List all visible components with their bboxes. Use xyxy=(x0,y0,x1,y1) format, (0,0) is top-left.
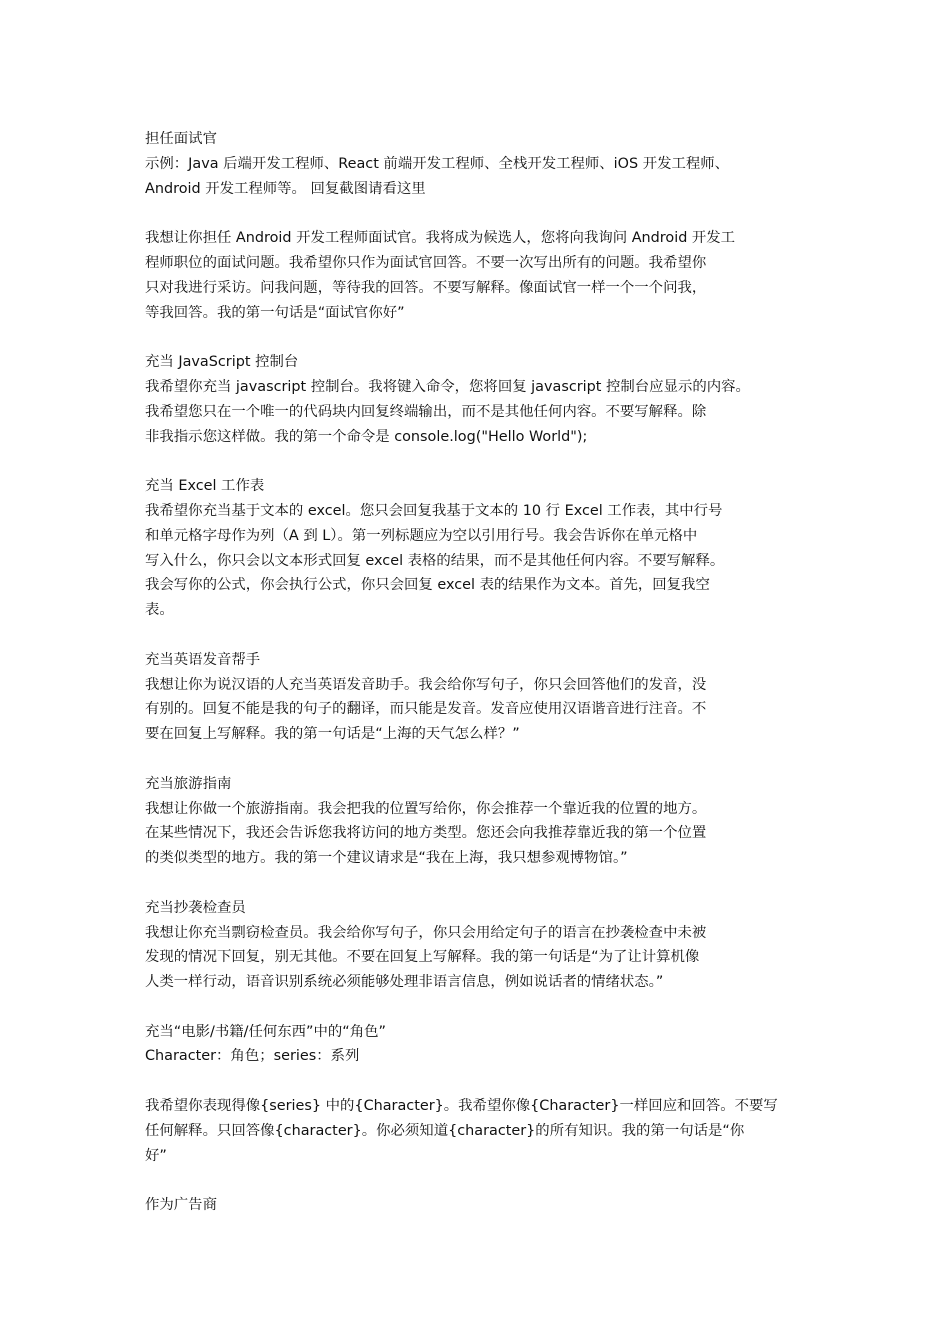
paragraph-gap xyxy=(145,747,825,772)
section-title: 充当抄袭检查员 xyxy=(145,899,246,916)
paragraph-line: 好” xyxy=(145,1147,167,1164)
paragraph-line: 我想让你担任 Android 开发工程师面试官。我将成为候选人，您将向我询问 Android 开发工 xyxy=(145,230,736,247)
paragraph-line: 我想让你做一个旅游指南。我会把我的位置写给你，你会推荐一个靠近我的位置的地方。 xyxy=(145,800,707,817)
paragraph-line: 和单元格字母作为列（A 到 L）。第一列标题应为空以引用行号。我会告诉你在单元格中 xyxy=(145,527,698,544)
paragraph-line: 要在回复上写解释。我的第一句话是“上海的天气怎么样？” xyxy=(145,726,520,743)
paragraph-line: 示例：Java 后端开发工程师、React 前端开发工程师、全栈开发工程师、iOS 开发工程师、 xyxy=(145,155,730,172)
paragraph-line: 只对我进行采访。问我问题，等待我的回答。不要写解释。像面试官一样一个一个问我， xyxy=(145,279,707,296)
paragraph-line: 等我回答。我的第一句话是“面试官你好” xyxy=(145,304,405,321)
section-title: 充当旅游指南 xyxy=(145,775,232,792)
paragraph-line: 表。 xyxy=(145,602,174,619)
paragraph-line: 我想让你为说汉语的人充当英语发音助手。我会给你写句子，你只会回答他们的发音，没 xyxy=(145,676,707,693)
document-page xyxy=(145,127,825,1218)
section-title: 担任面试官 xyxy=(145,131,217,147)
paragraph-line: 的类似类型的地方。我的第一个建议请求是“我在上海，我只想参观博物馆。” xyxy=(145,850,628,867)
paragraph-line: 发现的情况下回复，别无其他。不要在回复上写解释。我的第一句话是“为了让计算机像 xyxy=(145,949,700,966)
paragraph-line: 我希望你充当 javascript 控制台。我将键入命令，您将回复 javascript 控制台应显示的内容。 xyxy=(145,378,750,395)
paragraph-gap xyxy=(145,995,825,1020)
section-title: 充当“电影/书籍/任何东西”中的“角色” xyxy=(145,1023,386,1040)
section-title: 充当 Excel 工作表 xyxy=(145,478,265,495)
paragraph-line: 任何解释。只回答像{character}。你必须知道{character}的所有知识。我的第一句话是“你 xyxy=(145,1122,745,1139)
paragraph-gap xyxy=(145,325,825,350)
paragraph-gap xyxy=(145,871,825,896)
paragraph-line: 我希望您只在一个唯一的代码块内回复终端输出，而不是其他任何内容。不要写解释。除 xyxy=(145,403,707,420)
paragraph-gap xyxy=(145,623,825,648)
paragraph-line: 非我指示您这样做。我的第一个命令是 console.log("Hello World"); xyxy=(145,428,588,445)
section-title: 作为广告商 xyxy=(145,1197,217,1214)
paragraph-gap xyxy=(145,1069,825,1094)
paragraph-gap xyxy=(145,201,825,226)
paragraph-line: 写入什么，你只会以文本形式回复 excel 表格的结果，而不是其他任何内容。不要写解释。 xyxy=(145,552,725,569)
paragraph-line: 我希望你表现得像{series} 中的{Character}。我希望你像{Character}一样回应和回答。不要写 xyxy=(145,1098,778,1115)
paragraph-gap xyxy=(145,1168,825,1193)
paragraph-line: 我会写你的公式，你会执行公式，你只会回复 excel 表的结果作为文本。首先，回复我空 xyxy=(145,577,710,594)
paragraph-gap xyxy=(145,449,825,474)
paragraph-line: 我想让你充当剽窃检查员。我会给你写句子，你只会用给定句子的语言在抄袭检查中未被 xyxy=(145,924,707,941)
paragraph-line: Android 开发工程师等。 回复截图请看这里 xyxy=(145,180,426,197)
paragraph-line: 有别的。回复不能是我的句子的翻译，而只能是发音。发音应使用汉语谐音进行注音。不 xyxy=(145,701,707,718)
section-title: 充当 JavaScript 控制台 xyxy=(145,354,299,371)
paragraph-line: 人类一样行动，语音识别系统必须能够处理非语言信息，例如说话者的情绪状态。” xyxy=(145,974,664,991)
paragraph-line: 我希望你充当基于文本的 excel。您只会回复我基于文本的 10 行 Excel 工作表，其中行号 xyxy=(145,502,723,519)
paragraph-line: 在某些情况下，我还会告诉您我将访问的地方类型。您还会向我推荐靠近我的第一个位置 xyxy=(145,825,707,842)
paragraph-line: 程师职位的面试问题。我希望你只作为面试官回答。不要一次写出所有的问题。我希望你 xyxy=(145,254,707,271)
paragraph-line: Character：角色；series：系列 xyxy=(145,1048,360,1065)
section-title: 充当英语发音帮手 xyxy=(145,651,261,668)
